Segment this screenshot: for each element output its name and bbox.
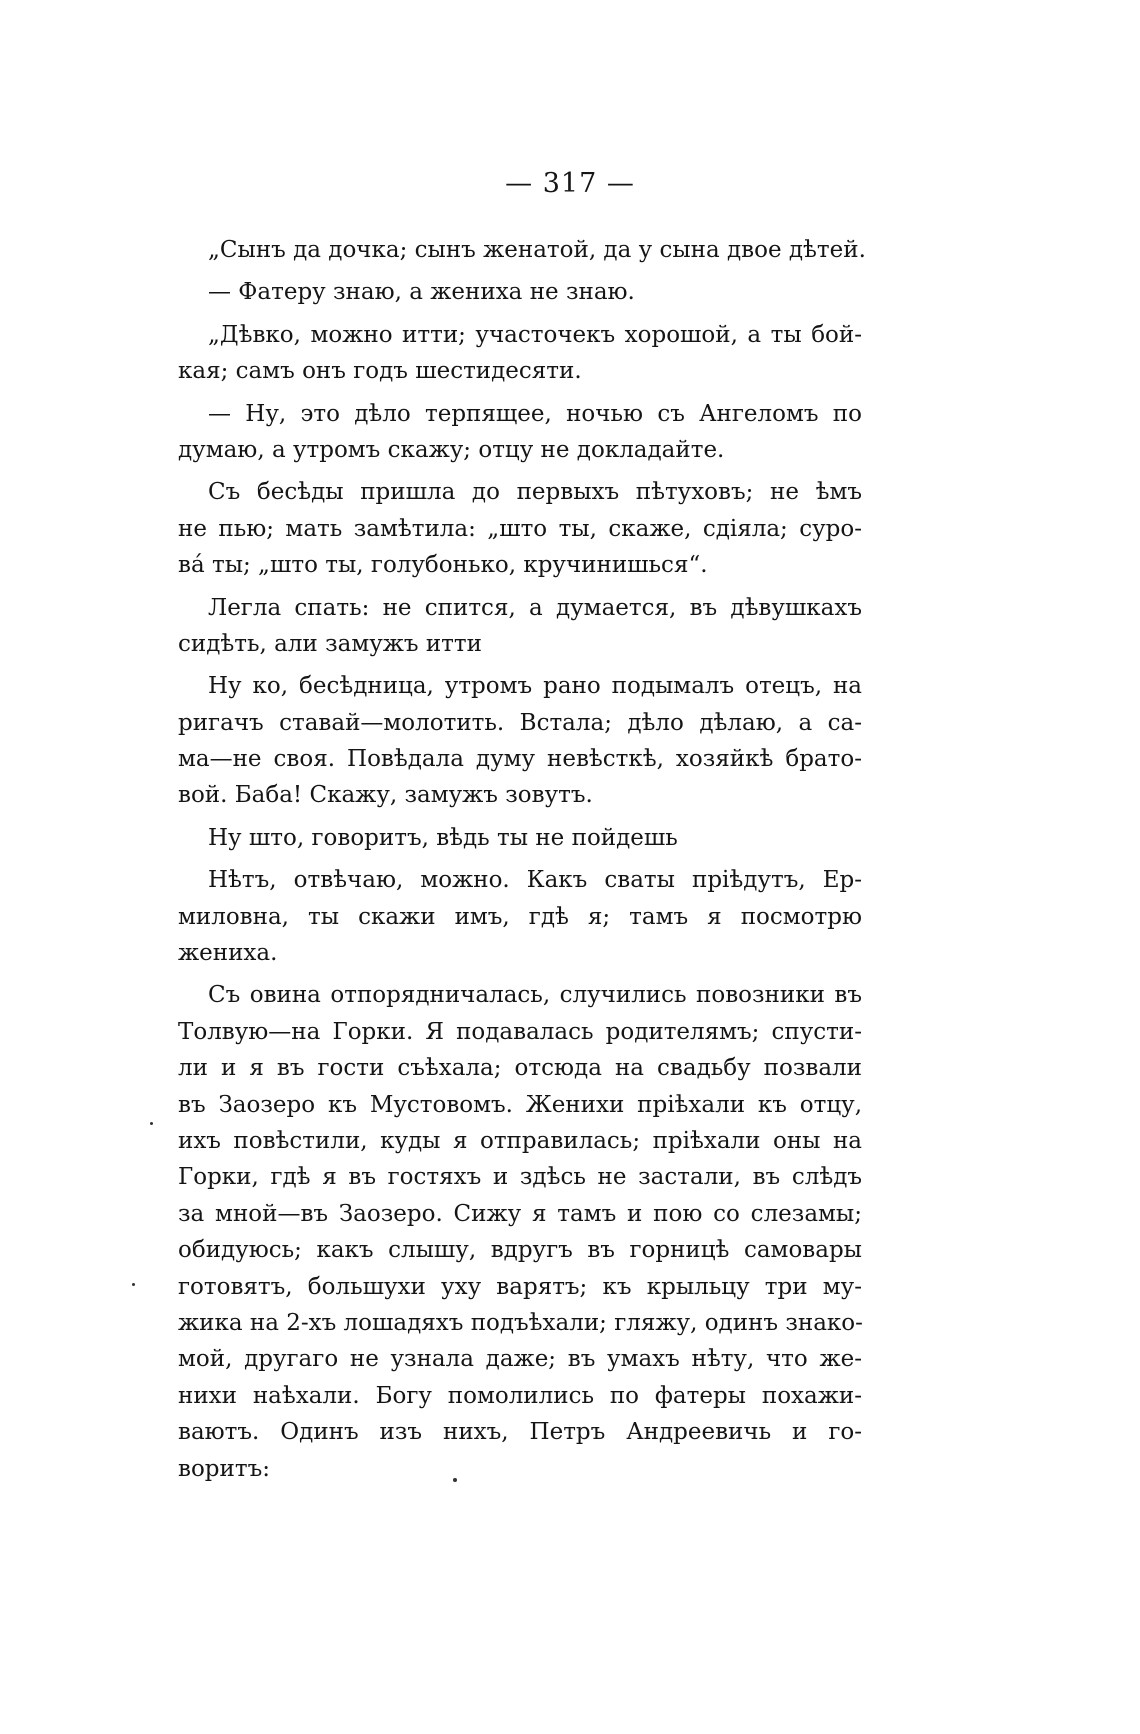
- text-line: готовятъ, большухи уху варятъ; къ крыльцу три му-: [178, 1273, 862, 1300]
- paragraph-5: [178, 474, 862, 583]
- text-line: ва́ ты; „што ты, голубонько, кручинишься“.: [178, 552, 708, 579]
- text-line: ма—не своя. Повѣдала думу невѣсткѣ, хозяйкѣ брато-: [178, 746, 862, 773]
- page-number: — 317 —: [505, 168, 635, 199]
- paragraph-3: [178, 317, 862, 390]
- ink-speck: [150, 1122, 153, 1125]
- text-line: Горки, гдѣ я въ гостяхъ и здѣсь не застали, въ слѣдъ: [178, 1164, 862, 1191]
- text-line: жика на 2-хъ лошадяхъ подъѣхали; гляжу, одинъ знако-: [178, 1309, 863, 1336]
- text-line: жениха.: [178, 940, 278, 967]
- text-line: — Ну, это дѣло терпящее, ночью съ Ангеломъ по: [208, 400, 862, 427]
- text-line: Толвую—на Горки. Я подавалась родителямъ; спусти-: [178, 1018, 862, 1045]
- ink-speck: [453, 1478, 457, 1482]
- text-line: ихъ повѣстили, куды я отправилась; прiѣхали оны на: [178, 1127, 862, 1154]
- text-line: за мной—въ Заозеро. Сижу я тамъ и пою со слезамы;: [178, 1200, 862, 1227]
- text-line: обидуюсь; какъ слышу, вдругъ въ горницѣ самовары: [178, 1237, 862, 1264]
- text-line: воритъ:: [178, 1455, 270, 1482]
- text-block: [178, 232, 866, 1493]
- text-line: миловна, ты скажи имъ, гдѣ я; тамъ я посмотрю: [178, 903, 862, 930]
- ink-speck: [132, 1283, 135, 1286]
- paragraph-4: [178, 396, 862, 469]
- paragraph-6: [178, 590, 862, 663]
- text-line: „Сынъ да дочка; сынъ женатой, да у сына двое дѣтей.: [208, 237, 866, 263]
- paragraph-1: [178, 232, 866, 268]
- text-line: „Дѣвко, можно итти; участочекъ хорошой, а ты бой-: [208, 321, 862, 348]
- text-line: Ну што, говоритъ, вѣдь ты не пойдешь: [208, 824, 678, 851]
- paragraph-9: [178, 862, 862, 971]
- text-line: думаю, а утромъ скажу; отцу не докладайте.: [178, 436, 725, 463]
- text-line: сидѣть, али замужъ итти: [178, 630, 482, 657]
- text-line: Легла спать: не спится, а думается, въ дѣвушкахъ: [208, 594, 862, 621]
- text-line: кая; самъ онъ годъ шестидесяти.: [178, 358, 582, 385]
- text-line: Съ бесѣды пришла до первыхъ пѣтуховъ; не ѣмъ: [208, 479, 862, 506]
- text-line: нихи наѣхали. Богу помолились по фатеры похажи-: [178, 1382, 862, 1409]
- text-line: Нѣтъ, отвѣчаю, можно. Какъ сваты прiѣдутъ, Ер-: [208, 867, 862, 894]
- text-line: ваютъ. Одинъ изъ нихъ, Петръ Андреевичь и го-: [178, 1419, 862, 1446]
- paragraph-2: [178, 274, 862, 310]
- text-line: — Фатеру знаю, а жениха не знаю.: [208, 279, 635, 306]
- paragraph-8: [178, 820, 862, 856]
- text-line: ригачъ ставай—молотить. Встала; дѣло дѣлаю, а са-: [178, 709, 862, 736]
- text-line: мой, другаго не узнала даже; въ умахъ нѣту, что же-: [178, 1346, 862, 1373]
- text-line: не пью; мать замѣтила: „што ты, скаже, сдiяла; суро-: [178, 515, 862, 542]
- text-line: Ну ко, бесѣдница, утромъ рано подымалъ отецъ, на: [208, 673, 862, 700]
- paragraph-10: [178, 977, 862, 1486]
- text-line: въ Заозеро къ Мустовомъ. Женихи прiѣхали къ отцу,: [178, 1091, 862, 1118]
- text-line: ли и я въ гости съѣхала; отсюда на свадьбу позвали: [178, 1055, 862, 1082]
- text-line: вой. Баба! Скажу, замужъ зовутъ.: [178, 782, 593, 809]
- paragraph-7: [178, 668, 862, 814]
- text-line: Съ овина отпорядничалась, случились повозники въ: [208, 982, 862, 1009]
